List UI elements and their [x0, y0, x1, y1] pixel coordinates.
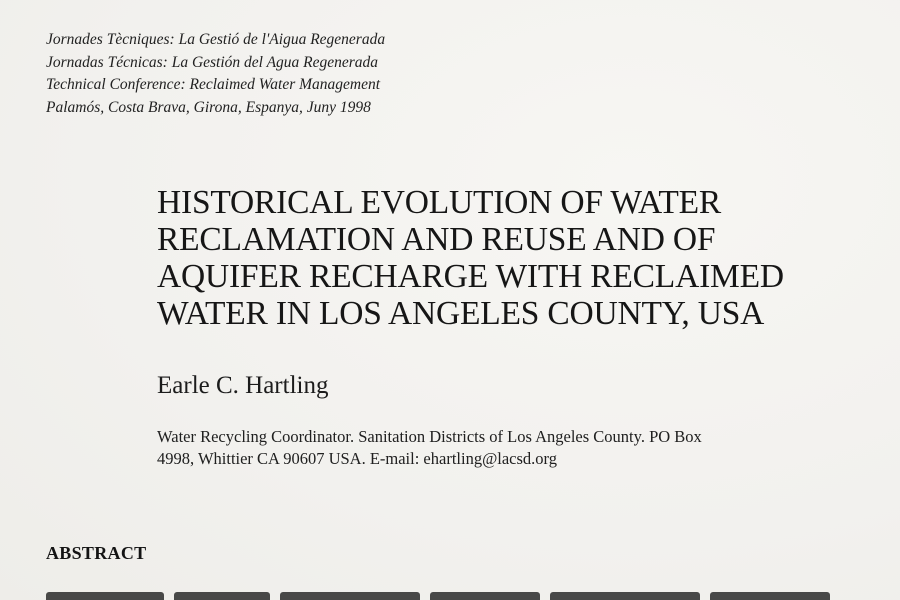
cutoff-word-fragment: [430, 592, 540, 600]
affiliation-line: 4998, Whittier CA 90607 USA. E-mail: ehartling@lacsd.org: [157, 449, 557, 468]
conference-line-catalan: Jornades Tècniques: La Gestió de l'Aigua Regenerada: [46, 31, 386, 48]
affiliation-line: Water Recycling Coordinator. Sanitation Districts of Los Angeles County. PO Box: [157, 427, 702, 446]
title-line: WATER IN LOS ANGELES COUNTY, USA: [157, 295, 765, 332]
cutoff-word-fragment: [46, 592, 164, 600]
author-affiliation: [157, 426, 837, 470]
cutoff-word-fragment: [550, 592, 700, 600]
cutoff-text-line: [46, 590, 886, 600]
conference-line-spanish: Jornadas Técnicas: La Gestión del Agua Regenerada: [46, 53, 379, 71]
cutoff-word-fragment: [174, 592, 270, 600]
cutoff-word-fragment: [710, 592, 830, 600]
title-line: RECLAMATION AND REUSE AND OF: [157, 221, 716, 258]
conference-header: [46, 29, 466, 119]
conference-location-date: Palamós, Costa Brava, Girona, Espanya, Juny 1998: [46, 98, 371, 116]
author-name: Earle C. Hartling: [157, 372, 329, 399]
cutoff-word-fragment: [280, 592, 420, 600]
abstract-heading: ABSTRACT: [46, 543, 147, 563]
title-line: AQUIFER RECHARGE WITH RECLAIMED: [157, 258, 784, 295]
paper-title: [157, 184, 877, 332]
conference-line-english: Technical Conference: Reclaimed Water Management: [46, 76, 381, 93]
title-line: HISTORICAL EVOLUTION OF WATER: [157, 184, 721, 221]
